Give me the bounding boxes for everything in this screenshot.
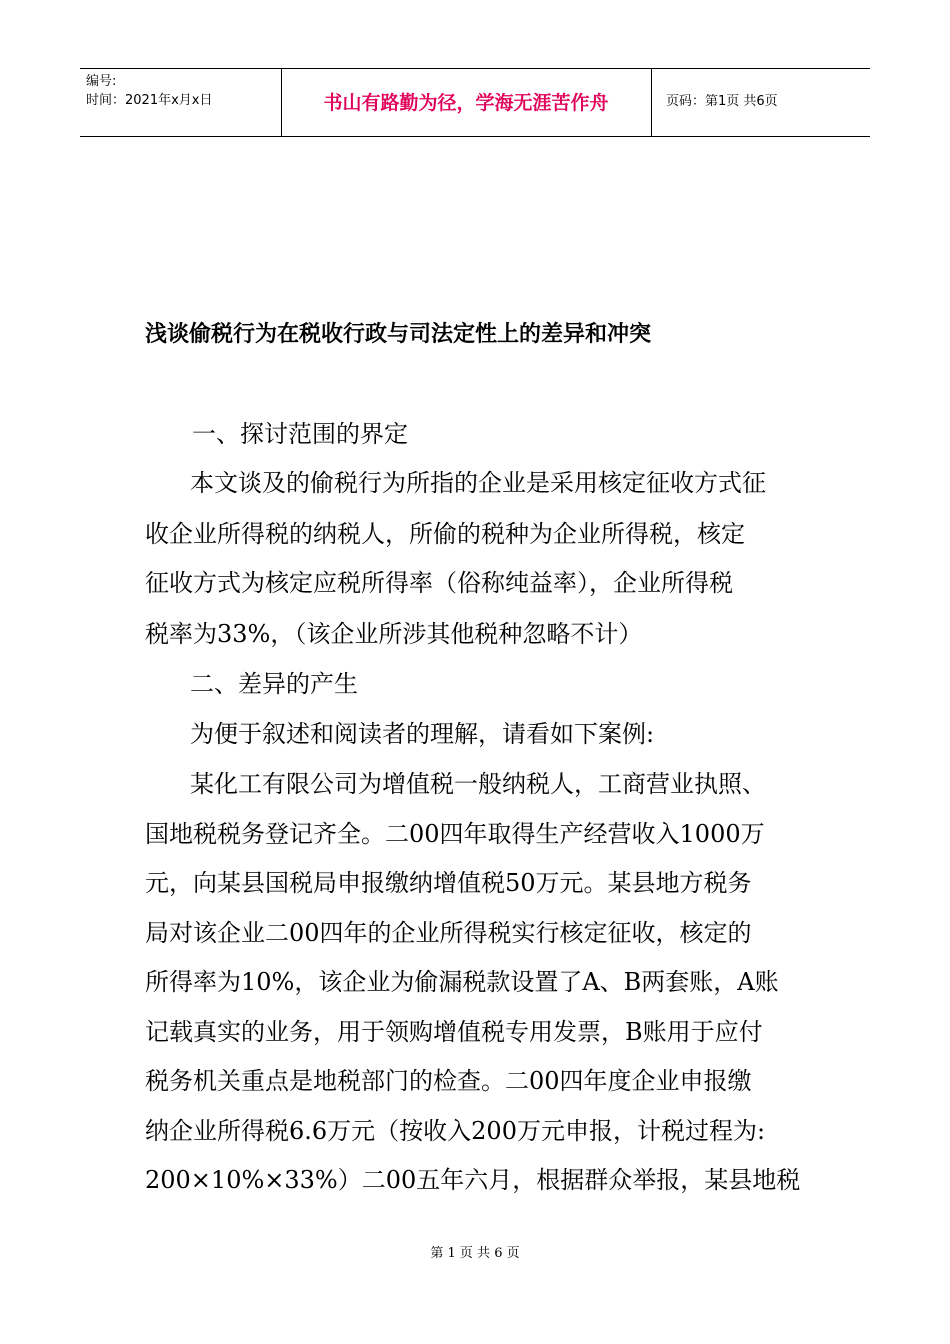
document-header <box>80 68 870 137</box>
paragraph-line: 记载真实的业务，用于领购增值税专用发票，B账用于应付 <box>145 1018 763 1046</box>
document-title: 浅谈偷税行为在税收行政与司法定性上的差异和冲突 <box>145 321 652 347</box>
paragraph-line: 元，向某县国税局申报缴纳增值税50万元。某县地方税务 <box>145 869 752 897</box>
header-page-info: 页码：第1页 共6页 <box>666 94 778 109</box>
paragraph-line: 所得率为10%，该企业为偷漏税款设置了A、B两套账，A账 <box>145 968 779 996</box>
document-number-label: 编号: <box>86 74 117 89</box>
paragraph-line: 200×10%×33%）二00五年六月，根据群众举报，某县地税 <box>145 1166 801 1194</box>
paragraph-line: 局对该企业二00四年的企业所得税实行核定征收，核定的 <box>145 919 752 947</box>
section-heading: 二、差异的产生 <box>190 670 358 698</box>
paragraph-line: 国地税税务登记齐全。二00四年取得生产经营收入1000万 <box>145 820 765 848</box>
paragraph-line: 税率为33%，（该企业所涉其他税种忽略不计） <box>145 620 643 648</box>
paragraph-line: 征收方式为核定应税所得率（俗称纯益率），企业所得税 <box>145 569 733 597</box>
header-motto-cell <box>281 69 652 136</box>
paragraph-line: 为便于叙述和阅读者的理解，请看如下案例: <box>190 720 655 748</box>
header-meta-cell <box>80 69 282 136</box>
paragraph-line: 收企业所得税的纳税人，所偷的税种为企业所得税，核定 <box>145 520 745 548</box>
page-footer: 第 1 页 共 6 页 <box>430 1246 520 1261</box>
header-page-cell <box>652 69 870 136</box>
paragraph-line: 本文谈及的偷税行为所指的企业是采用核定征收方式征 <box>190 469 766 497</box>
document-time-label: 时间：2021年x月x日 <box>86 93 213 108</box>
paragraph-line: 纳企业所得税6.6万元（按收入200万元申报，计税过程为: <box>145 1117 766 1145</box>
paragraph-line: 某化工有限公司为增值税一般纳税人，工商营业执照、 <box>190 770 766 798</box>
header-motto: 书山有路勤为径，学海无涯苦作舟 <box>323 92 609 114</box>
paragraph-line: 税务机关重点是地税部门的检查。二00四年度企业申报缴 <box>145 1067 752 1095</box>
section-heading: 一、探讨范围的界定 <box>192 420 408 448</box>
